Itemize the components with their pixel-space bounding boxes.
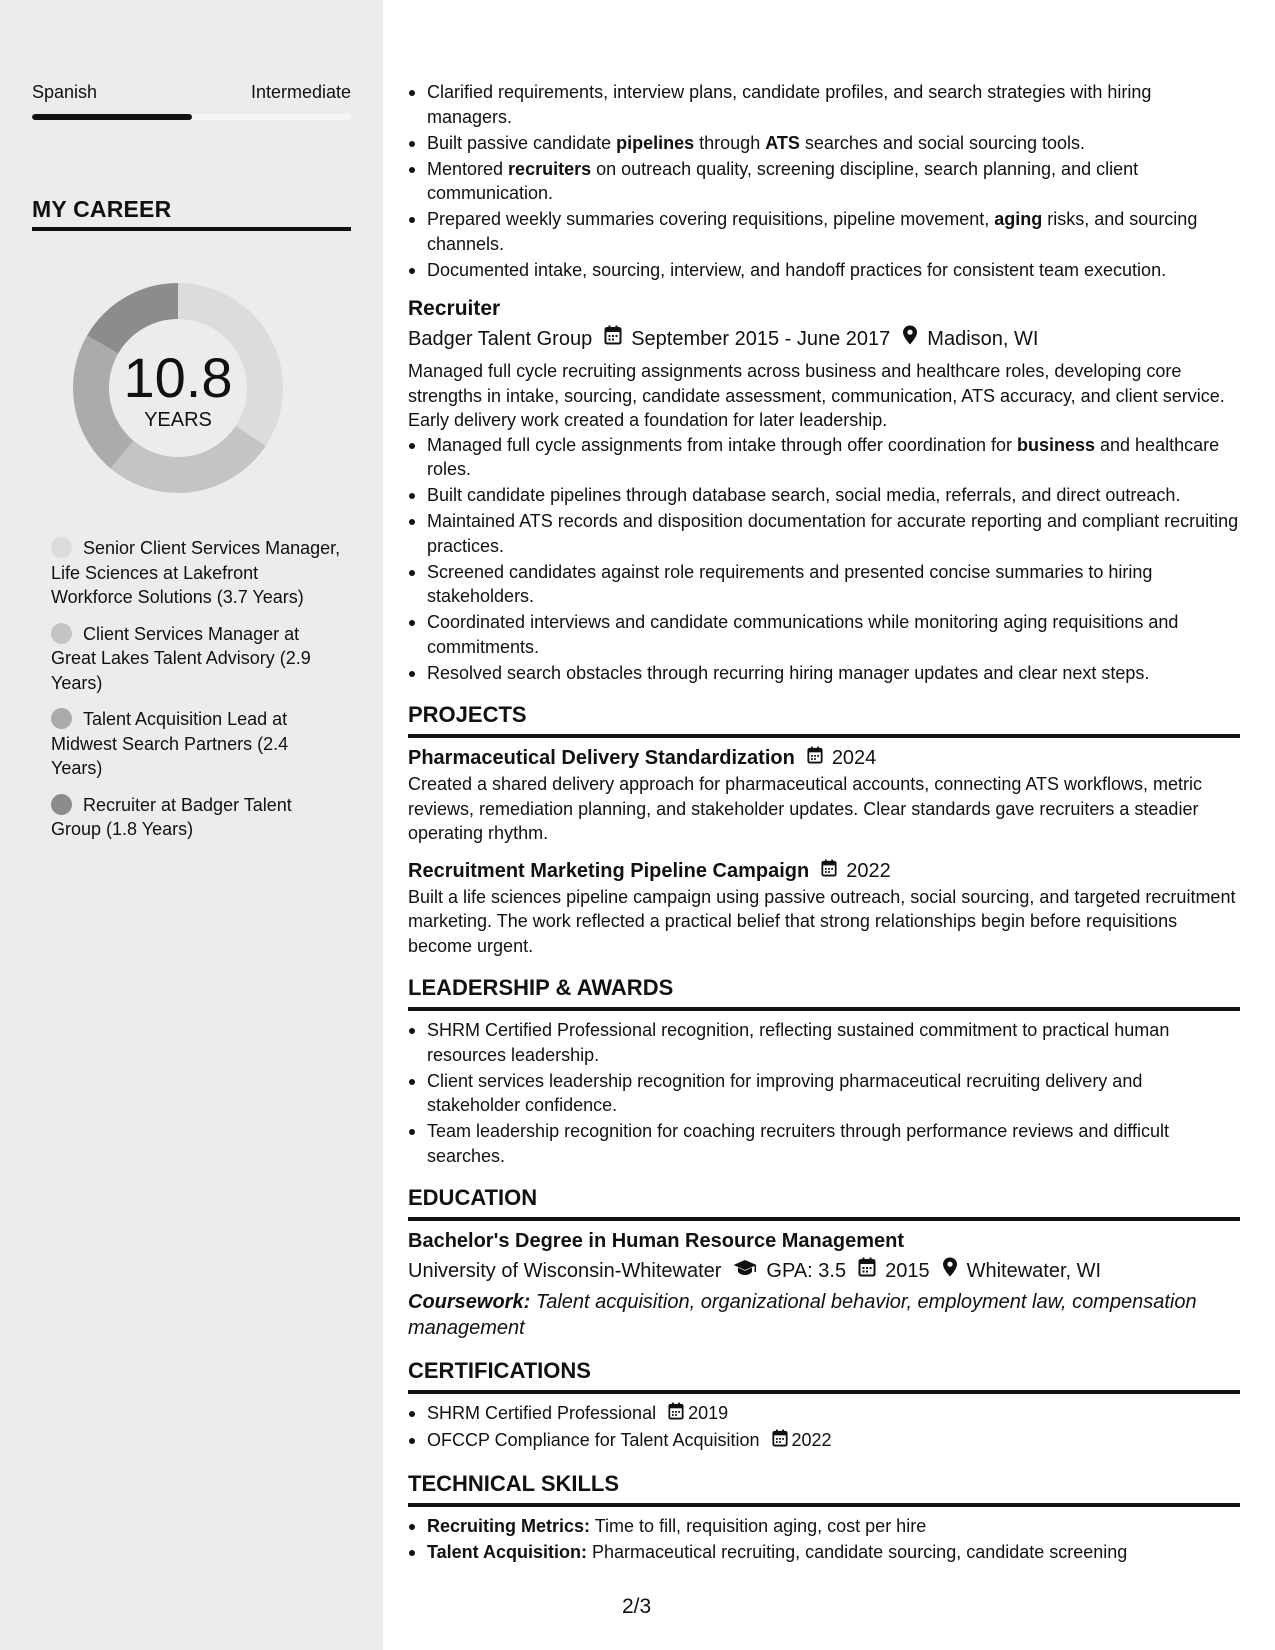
bullet-emphasis: recruiters (508, 158, 592, 179)
calendar-icon (807, 745, 823, 772)
education-coursework (408, 1289, 1240, 1341)
donut-center (64, 274, 292, 502)
career-legend-item (51, 622, 341, 696)
skill-item (408, 1514, 1240, 1539)
education-location: Whitewater, WI (966, 1260, 1102, 1282)
career-legend-item (51, 707, 341, 781)
certifications-section-title: CERTIFICATIONS (408, 1358, 591, 1383)
language-row (32, 82, 351, 103)
job-company: Badger Talent Group (408, 328, 593, 350)
language-proficiency-fill (32, 114, 192, 120)
total-years-unit: YEARS (144, 408, 212, 431)
calendar-icon (604, 325, 622, 353)
certification-year: 2022 (791, 1430, 832, 1450)
skills-list (408, 1514, 1240, 1565)
education-year: 2015 (885, 1260, 930, 1282)
bullet-text: risks, and sourcing channels. (427, 209, 1198, 254)
projects-section-rule (408, 734, 1240, 738)
legend-label: Senior Client Services Manager, Life Sciences at Lakefront Workforce Solutions (3.7 Years) (51, 538, 341, 607)
career-legend (51, 536, 341, 854)
certification-item (408, 1428, 1240, 1454)
job-dates: September 2015 - June 2017 (631, 328, 891, 350)
bullet-text: Mentored (427, 158, 509, 179)
awards-section-rule (408, 1007, 1240, 1011)
award-item: SHRM Certified Professional recognition, reflecting sustained commitment to practical human resources leadership. (408, 1018, 1240, 1067)
list-item (408, 157, 1240, 206)
project-year: 2022 (846, 859, 891, 882)
education-school: University of Wisconsin-Whitewater (408, 1260, 722, 1282)
career-legend-item (51, 793, 341, 842)
skill-value: Time to fill, requisition aging, cost per hire (594, 1515, 927, 1536)
calendar-icon (772, 1429, 788, 1454)
list-item (408, 509, 1240, 558)
total-years-value: 10.8 (123, 345, 233, 409)
project-name: Pharmaceutical Delivery Standardization (408, 747, 795, 769)
skills-section-rule (408, 1503, 1240, 1507)
list-item (408, 433, 1240, 482)
education-meta (408, 1257, 1240, 1285)
bullet-text: and healthcare roles. (427, 434, 1220, 479)
awards-list (408, 1018, 1240, 1168)
certification-year: 2019 (688, 1403, 729, 1423)
legend-label: Talent Acquisition Lead at Midwest Search Partners (2.4 Years) (51, 709, 289, 778)
language-name: Spanish (32, 82, 98, 102)
list-item (408, 483, 1240, 508)
project-name: Recruitment Marketing Pipeline Campaign (408, 859, 810, 882)
bullet-text: Coordinated interviews and candidate communications while monitoring aging requisitions and commitments. (427, 612, 1179, 657)
project-header (408, 858, 1240, 885)
projects-list (408, 745, 1240, 958)
language-proficiency-bar (32, 114, 351, 120)
projects-section-title: PROJECTS (408, 702, 527, 727)
bullet-emphasis: business (1016, 434, 1096, 455)
coursework-text: Talent acquisition, organizational behavior, employment law, compensation management (408, 1291, 1197, 1339)
award-item: Client services leadership recognition for improving pharmaceutical recruiting delivery and stakeholder confidence. (408, 1069, 1240, 1118)
bullet-text: Built candidate pipelines through database search, social media, referrals, and direct outreach. (427, 485, 1181, 505)
location-pin-icon (902, 325, 918, 353)
bullet-emphasis: aging (994, 209, 1043, 229)
certifications-section-rule (408, 1390, 1240, 1394)
project-description: Built a life sciences pipeline campaign using passive outreach, social sourcing, and targeted recruitment marketing. The work reflected a practical belief that strong relationships begin before requisitions become urgent. (408, 886, 1236, 956)
award-item: Team leadership recognition for coaching recruiters through performance reviews and difficult searches. (408, 1119, 1240, 1168)
certification-name: OFCCP Compliance for Talent Acquisition (427, 1430, 760, 1450)
bullet-text: Resolved search obstacles through recurring hiring manager updates and clear next steps. (427, 662, 1150, 683)
list-item (408, 131, 1240, 156)
graduation-cap-icon (733, 1257, 757, 1285)
project-header (408, 745, 1240, 772)
project-item (408, 858, 1240, 959)
project-year: 2024 (831, 747, 877, 769)
legend-label: Recruiter at Badger Talent Group (1.8 Years) (51, 794, 292, 839)
awards-section-title: LEADERSHIP & AWARDS (408, 975, 674, 1000)
list-item (408, 207, 1240, 256)
list-item (408, 610, 1240, 659)
bullet-text: Screened candidates against role requirements and presented concise summaries to hiring stakeholders. (427, 561, 1153, 606)
legend-color-dot (51, 794, 72, 815)
bullet-emphasis: pipelines (616, 132, 695, 153)
calendar-icon (668, 1402, 684, 1427)
job-location: Madison, WI (927, 328, 1039, 350)
job-meta (408, 325, 1240, 353)
education-degree: Bachelor's Degree in Human Resource Management (408, 1230, 905, 1252)
resume-content (408, 80, 1240, 1566)
language-level: Intermediate (250, 82, 351, 102)
education-section-rule (408, 1217, 1240, 1221)
legend-color-dot (51, 623, 72, 644)
calendar-icon (858, 1257, 876, 1285)
legend-color-dot (51, 708, 72, 729)
job-title: Recruiter (408, 297, 501, 320)
sidebar (0, 0, 383, 1650)
bullet-text: Prepared weekly summaries covering requisitions, pipeline movement, (427, 209, 995, 229)
legend-color-dot (51, 537, 72, 558)
location-pin-icon (942, 1257, 958, 1285)
list-item (408, 258, 1240, 283)
project-item (408, 745, 1240, 846)
project-description: Created a shared delivery approach for pharmaceutical accounts, connecting ATS workflows, metric reviews, remediation planning, and stakeholder updates. Clear standards gave recruiters a steadier operating rhythm. (408, 774, 1203, 843)
legend-label: Client Services Manager at Great Lakes Talent Advisory (2.9 Years) (51, 623, 311, 693)
certification-item (408, 1401, 1240, 1427)
skill-value: Pharmaceutical recruiting, candidate sourcing, candidate screening (592, 1541, 1128, 1562)
job-bullets (408, 433, 1240, 686)
job-summary: Managed full cycle recruiting assignments across business and healthcare roles, developing core strengths in intake, sourcing, candidate assessment, communication, ATS accuracy, and client service. Early delivery work created a foundation for later leadership. (408, 361, 1225, 430)
bullet-text: Managed full cycle assignments from intake through offer coordination for (427, 434, 1017, 455)
bullet-text: Documented intake, sourcing, interview, and handoff practices for consistent team execution. (427, 259, 1167, 280)
bullet-text: through (694, 132, 766, 153)
certification-name: SHRM Certified Professional (427, 1403, 657, 1423)
career-section-title: MY CAREER (32, 196, 172, 222)
list-item (408, 80, 1240, 129)
list-item (408, 661, 1240, 686)
bullet-text: Maintained ATS records and disposition documentation for accurate reporting and compliant recruiting practices. (427, 511, 1239, 556)
calendar-icon (821, 858, 837, 885)
bullet-text: on outreach quality, screening discipline, search planning, and client communication. (427, 158, 1139, 203)
coursework-label: Coursework: (408, 1291, 531, 1313)
list-item (408, 560, 1240, 609)
skills-section-title: TECHNICAL SKILLS (408, 1470, 620, 1496)
skill-label: Talent Acquisition: (427, 1541, 587, 1562)
previous-role-bullets (408, 80, 1240, 282)
education-gpa: GPA: 3.5 (766, 1260, 847, 1282)
education-section-title: EDUCATION (408, 1185, 538, 1210)
bullet-text: searches and social sourcing tools. (799, 132, 1086, 153)
bullet-text: Built passive candidate (427, 132, 617, 153)
page-number: 2/3 (622, 1595, 652, 1618)
career-section-rule (32, 227, 351, 231)
certifications-list (408, 1401, 1240, 1454)
skill-item (408, 1540, 1240, 1565)
bullet-emphasis: ATS (765, 132, 800, 153)
bullet-text: Clarified requirements, interview plans, candidate profiles, and search strategies with hiring managers. (427, 82, 1152, 127)
skill-label: Recruiting Metrics: (427, 1515, 591, 1536)
career-legend-item (51, 536, 341, 610)
